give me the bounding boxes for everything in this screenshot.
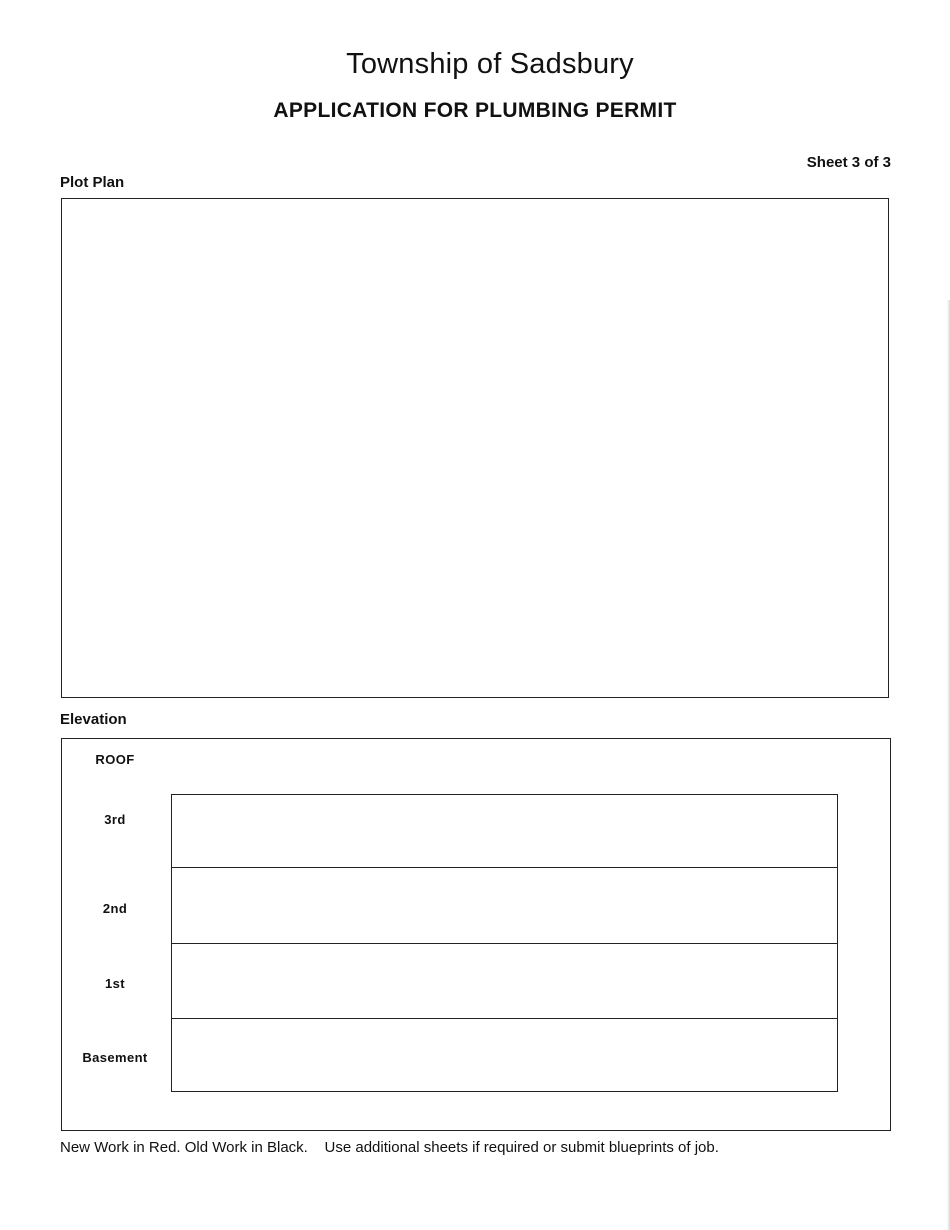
plot-plan-area	[61, 198, 889, 698]
floor-divider-1st-basement	[172, 1018, 837, 1019]
floor-label-basement: Basement	[82, 1050, 148, 1065]
elevation-label: Elevation	[60, 711, 127, 728]
floor-label-2nd: 2nd	[102, 901, 128, 916]
plot-plan-label: Plot Plan	[60, 174, 125, 191]
footer-note: New Work in Red. Old Work in Black. Use additional sheets if required or submit blueprints of job.	[60, 1139, 719, 1156]
floor-label-roof: ROOF	[95, 752, 135, 767]
floor-divider-3rd-2nd	[172, 867, 837, 868]
township-title: Township of Sadsbury	[346, 48, 634, 80]
floor-label-3rd: 3rd	[104, 812, 126, 827]
form-title: APPLICATION FOR PLUMBING PERMIT	[273, 99, 677, 122]
sheet-number: Sheet 3 of 3	[806, 154, 891, 171]
floor-divider-2nd-1st	[172, 943, 837, 944]
floor-grid	[171, 794, 838, 1092]
floor-label-1st: 1st	[105, 976, 125, 991]
